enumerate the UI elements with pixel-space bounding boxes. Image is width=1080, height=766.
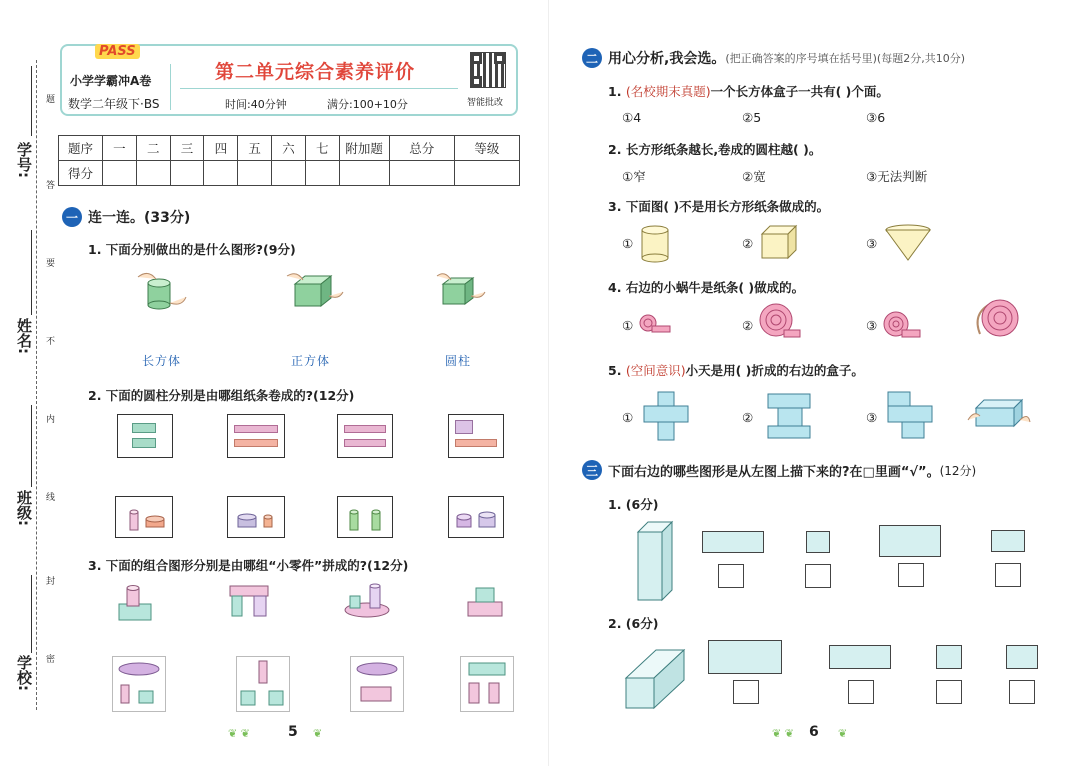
candidate-shape bbox=[879, 525, 941, 557]
q-tag: (空间意识) bbox=[625, 363, 686, 378]
score-text: 满分:100+10分 bbox=[327, 98, 408, 111]
sprout-icon: ❦ ❦ bbox=[228, 727, 250, 740]
sprout-icon: ❦ bbox=[838, 727, 848, 740]
tall-cuboid bbox=[636, 520, 676, 602]
score-input[interactable] bbox=[272, 161, 306, 186]
section3-points: (12分) bbox=[939, 463, 977, 478]
candidate-shape bbox=[708, 640, 782, 674]
score-cell: 六 bbox=[272, 136, 306, 161]
q-number: 4. bbox=[608, 280, 622, 295]
check-box[interactable] bbox=[805, 564, 831, 588]
paper-strip-option[interactable] bbox=[117, 414, 173, 458]
s2-q4-opt1[interactable]: ① bbox=[622, 318, 634, 333]
s2-q2-opt3[interactable]: ③无法判断 bbox=[866, 169, 928, 184]
q-text: 小天是用( )折成的右边的盒子。 bbox=[685, 363, 864, 378]
score-cell: 一 bbox=[103, 136, 137, 161]
s2-q4-opt2[interactable]: ② bbox=[742, 318, 754, 333]
candidate-shape bbox=[991, 530, 1025, 552]
s2-q3-opt1[interactable]: ① bbox=[622, 236, 634, 251]
s1-q3-text: 3. 下面的组合图形分别是由哪组“小零件”拼成的?(12分) bbox=[88, 558, 409, 573]
sprout-icon: ❦ ❦ bbox=[772, 727, 794, 740]
paper-strip-option[interactable] bbox=[227, 414, 285, 458]
seal-word-3: 要 bbox=[46, 259, 56, 269]
name-line bbox=[31, 230, 32, 315]
q-number: 5. bbox=[608, 363, 622, 378]
s2-q1-opt3[interactable]: ③6 bbox=[866, 110, 886, 125]
candidate-shape bbox=[806, 531, 830, 553]
score-input[interactable] bbox=[339, 161, 389, 186]
cylinder-pair[interactable] bbox=[115, 496, 173, 538]
section1-title: 连一连。(33分) bbox=[88, 210, 191, 226]
box-net-image bbox=[882, 388, 938, 444]
s2-q3-opt3[interactable]: ③ bbox=[866, 236, 878, 251]
name-label: 姓名: bbox=[15, 318, 33, 354]
check-box[interactable] bbox=[848, 680, 874, 704]
header-divider bbox=[170, 64, 171, 110]
s2-q1-opt1[interactable]: ①4 bbox=[622, 110, 642, 125]
q-text: 下面图( )不是用长方形纸条做成的。 bbox=[625, 199, 830, 214]
parts-group[interactable] bbox=[350, 656, 404, 712]
paper-cylinder-image bbox=[638, 224, 672, 264]
hands-cylinder-illustration bbox=[130, 265, 190, 313]
header-rule bbox=[180, 88, 458, 89]
margin-line bbox=[36, 60, 37, 710]
check-box[interactable] bbox=[718, 564, 744, 588]
pass-logo: PASS bbox=[95, 44, 140, 59]
check-box[interactable] bbox=[995, 563, 1021, 587]
grade-text: 数学二年级下·BS bbox=[68, 97, 160, 111]
score-input[interactable] bbox=[204, 161, 238, 186]
box-net-image bbox=[638, 388, 694, 444]
series-name: 小学学霸冲A卷 bbox=[70, 74, 152, 88]
s2-q3-opt2[interactable]: ② bbox=[742, 236, 754, 251]
score-cell: 得分 bbox=[59, 161, 103, 186]
s1-q1-text: 1. 下面分别做出的是什么图形?(9分) bbox=[88, 242, 296, 257]
section2-hint: (把正确答案的序号填在括号里)(每题2分,共10分) bbox=[725, 52, 965, 65]
word-cylinder[interactable]: 圆柱 bbox=[445, 354, 472, 368]
snail-image bbox=[970, 294, 1026, 344]
s3-q2-label: 2. (6分) bbox=[608, 616, 659, 631]
class-line bbox=[31, 405, 32, 487]
school-label: 学校: bbox=[15, 655, 33, 691]
score-input[interactable] bbox=[305, 161, 339, 186]
parts-group[interactable] bbox=[112, 656, 166, 712]
check-box[interactable] bbox=[936, 680, 962, 704]
score-cell: 题序 bbox=[59, 136, 103, 161]
s2-q4 bbox=[608, 278, 804, 296]
score-cell: 总分 bbox=[389, 136, 454, 161]
s2-q4-opt3[interactable]: ③ bbox=[866, 318, 878, 333]
parts-group[interactable] bbox=[236, 656, 290, 712]
word-cuboid[interactable]: 长方体 bbox=[142, 354, 182, 368]
sprout-icon: ❦ bbox=[313, 727, 323, 740]
section1-heading bbox=[62, 207, 190, 227]
box-net-image bbox=[760, 388, 818, 444]
score-cell: 三 bbox=[170, 136, 204, 161]
paper-roll-image bbox=[882, 308, 922, 340]
q-text: 长方形纸条越长,卷成的圆柱越( )。 bbox=[625, 142, 822, 157]
s2-q2-opt1[interactable]: ①窄 bbox=[622, 169, 646, 184]
q-number: 1. bbox=[608, 84, 622, 99]
section2-heading bbox=[582, 48, 965, 68]
page-number-left: 5 bbox=[288, 724, 298, 740]
paper-roll-image bbox=[758, 300, 802, 340]
candidate-shape bbox=[829, 645, 891, 669]
student-number-line bbox=[31, 66, 32, 136]
qr-code[interactable] bbox=[470, 52, 506, 88]
seal-word-5: 内 bbox=[46, 415, 56, 425]
hands-cube-illustration bbox=[285, 266, 345, 312]
unit-title: 第二单元综合素养评价 bbox=[215, 61, 416, 83]
score-input[interactable] bbox=[238, 161, 272, 186]
paper-strip-option[interactable] bbox=[448, 414, 504, 458]
seal-word-6: 线 bbox=[46, 493, 56, 503]
q-text: 一个长方体盒子一共有( )个面。 bbox=[710, 84, 889, 99]
page-fold bbox=[548, 0, 549, 766]
cylinder-pair[interactable] bbox=[227, 496, 285, 538]
score-cell: 等级 bbox=[454, 136, 519, 161]
composite-shape[interactable] bbox=[228, 584, 272, 620]
score-input[interactable] bbox=[389, 161, 454, 186]
hands-box-illustration bbox=[433, 266, 489, 312]
s2-q1 bbox=[608, 82, 889, 100]
composite-shape[interactable] bbox=[464, 584, 508, 620]
section3-title: 下面右边的哪些图形是从左图上描下来的?在□里画“√”。 bbox=[608, 464, 940, 480]
composite-shape[interactable] bbox=[115, 582, 159, 624]
time-text: 时间:40分钟 bbox=[225, 98, 287, 111]
composite-shape[interactable] bbox=[342, 582, 392, 622]
score-cell: 五 bbox=[238, 136, 272, 161]
school-line bbox=[31, 575, 32, 653]
score-cell: 七 bbox=[305, 136, 339, 161]
candidate-shape bbox=[1006, 645, 1038, 669]
s1-q2-text: 2. 下面的圆柱分别是由哪组纸条卷成的?(12分) bbox=[88, 388, 355, 403]
check-box[interactable] bbox=[733, 680, 759, 704]
s2-q2-opt2[interactable]: ②宽 bbox=[742, 169, 766, 184]
seal-word-8: 密 bbox=[46, 655, 56, 665]
section2-title: 用心分析,我会选。 bbox=[608, 51, 726, 67]
long-cuboid bbox=[624, 646, 688, 712]
paper-box-image bbox=[758, 222, 800, 262]
score-cell: 二 bbox=[136, 136, 170, 161]
cylinder-pair[interactable] bbox=[337, 496, 393, 538]
score-input[interactable] bbox=[136, 161, 170, 186]
s2-q5-opt1[interactable]: ① bbox=[622, 410, 634, 425]
section3-heading bbox=[582, 460, 976, 480]
word-cube[interactable]: 正方体 bbox=[291, 354, 331, 368]
s2-q5-opt3[interactable]: ③ bbox=[866, 410, 878, 425]
s2-q2 bbox=[608, 140, 821, 158]
folded-box-image bbox=[966, 390, 1032, 438]
score-input[interactable] bbox=[454, 161, 519, 186]
paper-roll-image bbox=[638, 310, 672, 336]
seal-word-2: 答 bbox=[46, 181, 56, 191]
score-table bbox=[58, 135, 520, 186]
s2-q5 bbox=[608, 361, 864, 379]
check-box[interactable] bbox=[1009, 680, 1035, 704]
q-text: 右边的小蜗牛是纸条( )做成的。 bbox=[625, 280, 805, 295]
class-label: 班级: bbox=[15, 490, 33, 526]
cylinder-pair[interactable] bbox=[448, 496, 504, 538]
section2-badge: 二 bbox=[582, 48, 602, 68]
seal-word-7: 封 bbox=[46, 577, 56, 587]
score-input[interactable] bbox=[170, 161, 204, 186]
check-box[interactable] bbox=[898, 563, 924, 587]
seal-word-1: 题 bbox=[46, 95, 56, 105]
candidate-shape bbox=[936, 645, 962, 669]
candidate-shape bbox=[702, 531, 764, 553]
q-number: 2. bbox=[608, 142, 622, 157]
page-number-right: 6 bbox=[809, 724, 819, 740]
s3-q1-label: 1. (6分) bbox=[608, 497, 659, 512]
seal-word-4: 不 bbox=[46, 337, 56, 347]
q-tag: (名校期末真题) bbox=[625, 84, 711, 99]
score-input[interactable] bbox=[103, 161, 137, 186]
s2-q3 bbox=[608, 197, 829, 215]
score-cell: 四 bbox=[204, 136, 238, 161]
q-number: 3. bbox=[608, 199, 622, 214]
s2-q1-opt2[interactable]: ②5 bbox=[742, 110, 762, 125]
paper-strip-option[interactable] bbox=[337, 414, 393, 458]
parts-group[interactable] bbox=[460, 656, 514, 712]
s2-q5-opt2[interactable]: ② bbox=[742, 410, 754, 425]
student-number-label: 学号: bbox=[15, 142, 33, 178]
paper-cone-image bbox=[882, 224, 934, 262]
section1-badge: 一 bbox=[62, 207, 82, 227]
score-cell: 附加题 bbox=[339, 136, 389, 161]
section3-badge: 三 bbox=[582, 460, 602, 480]
qr-caption: 智能批改 bbox=[467, 98, 504, 108]
